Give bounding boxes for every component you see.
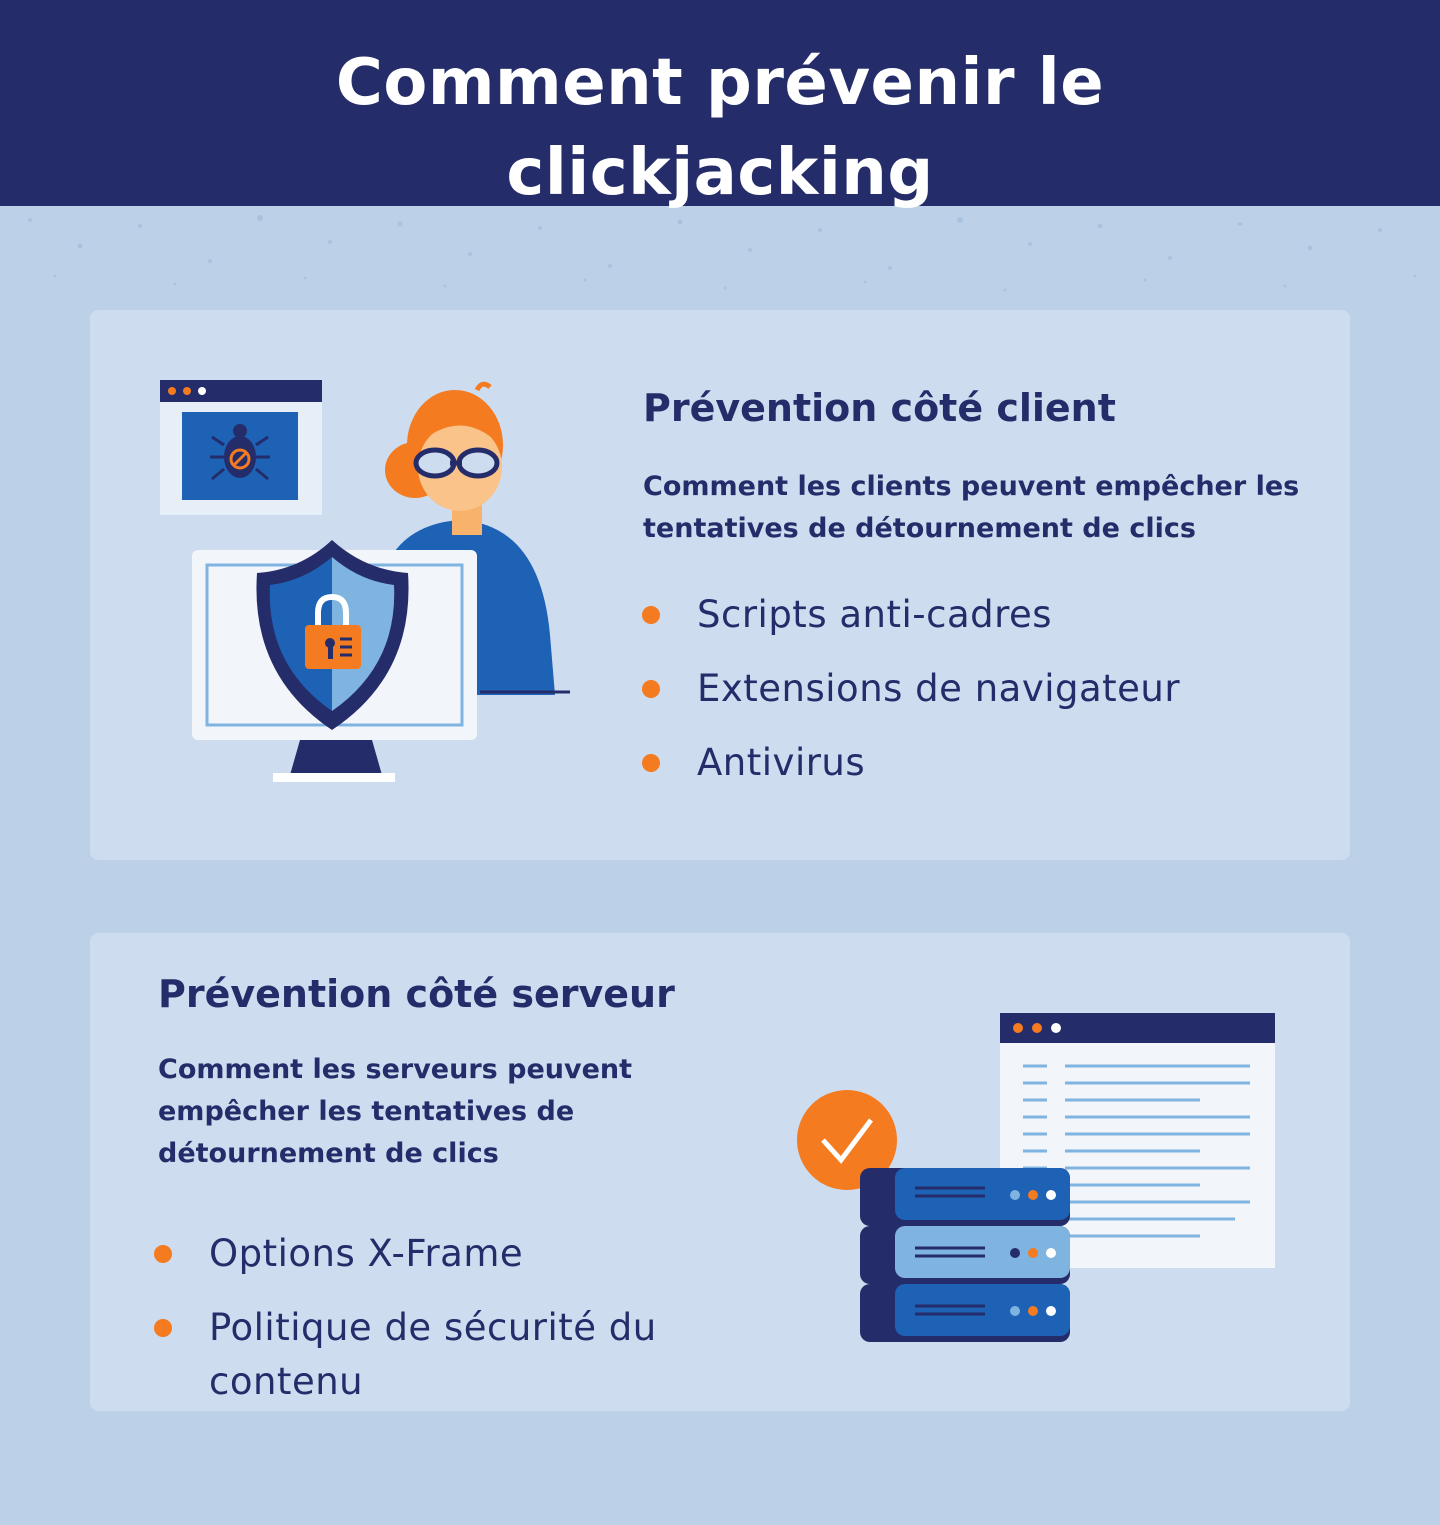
bullet-dot <box>642 606 660 624</box>
list-item <box>642 588 1322 642</box>
server-section-description: Comment les serveurs peuvent empêcher les tentatives de détournement de clics <box>158 1054 633 1169</box>
client-section-description: Comment les clients peuvent empêcher les tentatives de détournement de clics <box>643 471 1300 544</box>
page-title: Comment prévenir le clickjacking <box>335 46 1105 210</box>
bullet-dot <box>154 1319 172 1337</box>
bullet-dot <box>642 754 660 772</box>
server-stack-icon <box>860 1168 1070 1342</box>
list-item-label: Antivirus <box>697 741 866 784</box>
list-item <box>642 662 1322 716</box>
list-item-label: Options X-Frame <box>209 1232 524 1275</box>
client-illustration <box>160 375 580 795</box>
server-prevention-card <box>90 933 1350 1411</box>
server-bullet-list <box>154 1227 754 1409</box>
bullet-dot <box>154 1245 172 1263</box>
list-item <box>154 1301 754 1409</box>
header-banner <box>0 0 1440 210</box>
list-item <box>642 736 1322 790</box>
list-item-label: Scripts anti-cadres <box>697 593 1053 636</box>
list-item <box>154 1227 754 1281</box>
client-bullet-list <box>642 588 1322 790</box>
client-prevention-card <box>90 310 1350 860</box>
list-item-label: Politique de sécurité du contenu <box>209 1306 657 1403</box>
client-section-title: Prévention côté client <box>643 386 1116 430</box>
server-section-title: Prévention côté serveur <box>158 972 675 1016</box>
server-illustration <box>795 1008 1285 1348</box>
list-item-label: Extensions de navigateur <box>697 667 1181 710</box>
speckle-texture <box>0 206 1440 316</box>
bullet-dot <box>642 680 660 698</box>
